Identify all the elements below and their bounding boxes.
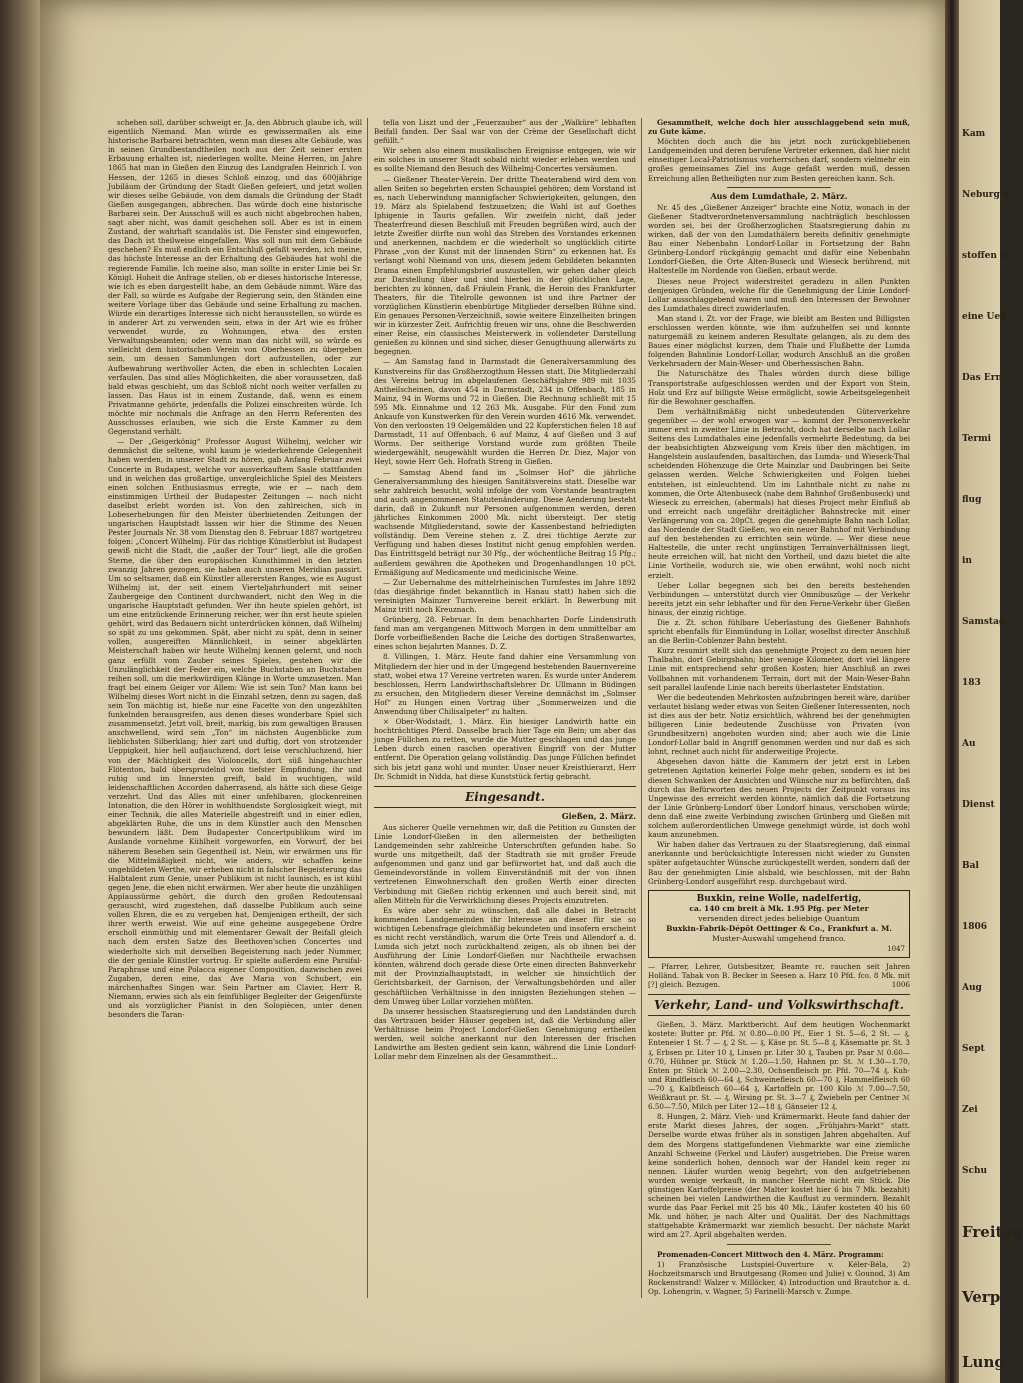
adjacent-page-fragment: Das Ern (962, 373, 1002, 383)
ad-line: Buxkin-Fabrik-Dépôt Oettinger & Co., Frankfurt a. M. (666, 923, 892, 933)
adjacent-page-fragment: Neburg d (962, 190, 1010, 200)
article-paragraph: Nr. 45 des „Gießener Anzeiger“ brachte eine Notiz, wonach in der Gießener Stadtverordnetenversammlung nachträglich beschlossen worden sei, bei der Großherzoglichen Staatsregierung dahin zu wirken, daß der von den Lumdathälern bereits definitiv genehmigte Bau einer Nebenbahn Londorf-Lollar in Fortsetzung der Bahn Grünberg-Londorf rückgängig gemacht und dafür eine Nebenbahn Londorf-Gießen, die Orte Alten-Buseck und Wieseck berührend, mit Haltestelle im Nordende von Gießen, erbaut werde. (648, 202, 910, 276)
divider (727, 187, 832, 188)
article-paragraph: Wer die bedeutenden Mehrkosten aufzubringen bereit wäre, darüber verlautet bislang weder etwas von Seiten Gießener Interessenten, noch ist dies aus der betr. Notiz ersichtlich, während bei der genehmigten billigeren Linie bedeutende Zuschüsse von Privaten (von Grundbesitzern) angeboten wurden sind; aber auch wie die Linie Londorf-Lollar bald in Angriff genommen werden und nur daß es sich lohnt, rechnet auch nicht für anderweitige Projecte. (648, 692, 910, 757)
adjacent-page-fragment: Verp (962, 1288, 1001, 1306)
article-paragraph: schehen soll, darüber schweigt er. Ja, den Abbruch glaube ich, will eigentlich Niemand. Man würde es gewissermaßen als eine historische Barbarei betrachten, wenn man dieses alte Gebäude, was in seinen Grundbestandtheilen noch aus der Zeit seiner ersten Erbauung erhalten ist, niederlegen wollte. Meine Herren, im Jahre 1865 hat man in Gießen den Einzug des Landgrafen Heinrich I. von Hessen, der 1265 in dieses Schloß einzog, und das 600jährige Jubiläum der Gründung der Stadt Gießen gefeiert, und jetzt wollen wir dieses selbe Gebäude, von dem damals die Gründung der Stadt Gießen ausgegangen, abbrechen. Das würde doch eine historische Barbarei sein. Der Ausschuß will es auch nicht abgebrochen haben, sagt aber nicht, was damit geschehen soll. Aber es ist in einem Zustand, der wahrhaft scandalös ist. Die Fenster sind eingeworfen, das Dach ist theilweise eingefallen. Was soll nun mit dem Gebäude geschehen? Es muß endlich ein Entschluß gefaßt werden, ich meine, das höchste Interesse an der Erhaltung des Gebäudes hat wohl die regierende Familie. Ich meine also, man sollte in erster Linie bei Sr. Königl. Hoheit die Anfrage stellen, ob er dieses historische Interesse, wie ich es eben dargestellt habe, an dem Gebäude nimmt. Wäre das der Fall, so würde es Aufgabe der Regierung sein, den Ständen eine weitere Vorlage über das Gebäude und seine Erhaltung zu machen. Würde ein derartiges Interesse sich nicht herausstellen, so würde es in anderer Art zu verwenden sein, etwa in der Art wie es früher verwendet wurde, zu Wohnungen, etwa des ersten Verwaltungsbeamten; oder wenn man das nicht will, so würde es vielleicht dem historischen Verein von Oberhessen zu übergeben sein, um dessen Sammlungen dort aufzustellen, oder zur Aufbewahrung werthvoller Acten, die eben in schlechten Localen verfaulen. Das sind alles Möglichkeiten, die aber voraussetzen, daß bald etwas geschieht, um das Schloß nicht noch weiter verfallen zu lassen. Das Haus ist in einem Zustande, daß, wenn es einem Privatmanne gehörte, jedenfalls die Polizei einschreiten würde. Ich möchte mir nochmals die Anfrage an den Herrn Referenten des Ausschusses erlauben, wie sich die Erste Kammer zu dem Gegenstand verhält. (108, 118, 362, 437)
adjacent-page-fragment: Bal (962, 861, 979, 871)
article-paragraph: Abgesehen davon hätte die Kammern der jetzt erst in Leben getretenen Agitation keinerlei Folge mehr geben, sondern es ist bei diesen Schwanken der Ansichten und Wünsche nur zu befürchten, daß durch das Befürworten des neuen Projects der Zeitpunkt voraus ins Ungewisse des erreicht werden könnte, nämlich daß die Fortsetzung der Linie Grünberg-Londorf über Londorf hinaus, verschoben würde; denn daß eine zweite Verbindung zwischen Grünberg und Gießen mit solchem außerordentlichen Umwege genehmigt würde, ist doch wohl kaum anzunehmen. (648, 757, 910, 840)
program-title: Promenaden-Concert Mittwoch den 4. März. Programm: (657, 1249, 884, 1259)
adjacent-page-fragment: Kam (962, 129, 986, 139)
page-gutter (945, 0, 959, 1383)
article-paragraph: Es wäre aber sehr zu wünschen, daß alle dabei in Betracht kommenden Landgemeinden ihr Interesse an dieser für sie so wichtigen Lebensfrage gleichmäßig bekundeten und insofern erscheint es nicht recht verständlich, warum die Orte Treis und Allendorf a. d. Lumda sich jetzt noch zurückhaltend zeigen, als ob ihnen bei der Ausführung der Linie Londorf-Gießen nur Nachtheile erwachsen könnten, während doch gerade diese Orte einen directen Bahnverkehr mit der Provinzialhauptstadt, in welcher sie hinsichtlich der Gerichtsbarkeit, der Garnison, der Verwaltungsbehörden und aller geschäftlichen Verhältnisse in den innigsten Beziehungen stehen — dem Umweg über Lollar vorziehen müßten. (374, 905, 636, 1006)
article-paragraph: Wir haben daher das Vertrauen zu der Staatsregierung, daß einmal anerkannte und berücksichtigte Interessen nicht wieder zu Gunsten später aufgetauchter Wünsche zurückgestellt werden, sondern daß der Bau der genehmigten Linie alsbald, wie beschlossen, mit der Bahn Grünberg-Londorf ausgeführt resp. durchgebaut wird. (648, 840, 910, 886)
adjacent-page-fragment: in (962, 556, 972, 566)
article-paragraph: tella von Liszt und der „Feuerzauber“ aus der „Walküre“ lebhaften Beifall fanden. Der Saal war von der Crème der Gesellschaft dicht gefüllt.“ (374, 118, 636, 146)
article-paragraph: Die Naturschätze des Thales würden durch diese billige Transportstraße aufgeschlossen werden und der Export von Stein, Holz und Erz auf billigste Weise ermöglicht, sowie Arbeitsgelegenheit für die Bewohner geschaffen. (648, 369, 910, 406)
adjacent-page-fragment: eine Ueb (962, 312, 1007, 322)
article-paragraph: 8. Villingen, 1. März. Heute fand dahier eine Versammlung von Mitgliedern der hier und in der Umgegend bestehenden Bauernvereine statt, wobei etwa 17 Vereine vertreten waren. Es wurde unter Anderem beschlossen, Herrn Landwirthschaftslehrer Dr. Ullmann in Büdingen zu ersuchen, den Mitgliedern dieser Vereine demnächst im „Solmser Hof“ zu Hungen einen Vortrag über „Sommerweizen und die Anwendung über Chilisalpeter“ zu halten. (374, 652, 636, 716)
article-paragraph: Aus sicherer Quelle vernehmen wir, daß die Petition zu Gunsten der Linie Londorf-Gießen in den allermeisten der betheiligten Landgemeinden sehr zahlreiche Unterschriften gefunden habe. So wurde uns mitgetheilt, daß der Stadtrath sie mit großer Freude aufgenommen und ganz und gar befürwortet hat, und daß auch die Gemeindevorstände in vollem Einverständniß mit der von ihnen vertretenen Einwohnerschaft den großen Werth einer directen Verbindung mit Gießen richtig erkennen und auch bereit sind, mit allen Mitteln für die Verwirklichung dieses Projects einzutreten. (374, 822, 636, 905)
column-1 (108, 118, 362, 1303)
verkehr-heading: Verkehr, Land- und Volkswirthschaft. (648, 994, 910, 1016)
article-paragraph: × Ober-Wodstadt, 1. März. Ein hiesiger Landwirth hatte ein hochträchtiges Pferd. Dasselbe brach hier Tage ein Bein; um aber das junge Füllchen zu retten, wurde die Mutter geschlagen und das junge Leben durch einen raschen operativen Eingriff von der Mutter entfernt. Die Operation gelang vollständig. Das junge Füllchen befindet sich bis jetzt ganz wohl und munter. Unser neuer Kreisthierarzt, Herr Dr. Schmidt in Nidda, hat diese Kunststück fertig gebracht. (374, 717, 636, 781)
article-paragraph: Möchten doch auch die bis jetzt noch zurückgebliebenen Landgemeinden und deren berufene Vertreter erkennen, daß hier nicht einseitiger Local-Patriotismus vorherrschen darf, sondern vielmehr ein großes gemeinsames Ziel ins Auge gefaßt werden muß, dessen Erreichung allen Betheiligten nur zum Besten gereichen kann. Sch. (648, 137, 910, 183)
adjacent-page-fragment: Aug (962, 983, 982, 993)
article-paragraph: — Zur Uebernahme des mittelrheinischen Turnfestes im Jahre 1892 (das diesjährige findet bekanntlich in Hanau statt) haben sich die vereinigten Mainzer Turnvereine bereit erklärt. In Bewerbung mit Mainz tritt noch Kreuznach. (374, 577, 636, 614)
ad-title: Buxkin, reine Wolle, nadelfertig, (696, 893, 862, 904)
adjacent-page-fragment: Lung (962, 1353, 1005, 1371)
market-report: Gießen, 3. März. Marktbericht. Auf dem heutigen Wochenmarkt kostete: Butter pr. Pfd. ℳ 0.80—0.00 Pf., Eier 1 St. 5—6, 2 St. — ₰, Enteneier 1 St. 7 — ₰, 2 St. — ₰, Käse pr. St. 5—8 ₰, Käsematte pr. St. 3 ₰, Erbsen pr. Liter 10 ₰, Linsen pr. Liter 30 ₰, Tauben pr. Paar ℳ 0.60—0.70, Hühner pr. Stück ℳ 1.20—1.50, Hahnen pr. St. ℳ 1.30—1.70, Enten pr. Stück ℳ 2.00—2.30, Ochsenfleisch pr. Pfd. 70—74 ₰, Kuh- und Rindfleisch 60—64 ₰, Schweinefleisch 60—70 ₰, Hammelfleisch 60—70 ₰, Kalbfleisch 60—64 ₰, Kartoffeln pr. 100 Kilo ℳ 7.00—7.50, Weißkraut pr. St. — ₰, Wirsing pr. St. 3—7 ₰, Zwiebeln per Centner ℳ 6.50—7.50, Milch per Liter 12—18 ₰, Gänseier 12 ₰. (648, 1020, 910, 1112)
adjacent-page-fragment: Sept (962, 1044, 985, 1054)
ad-line: Muster-Auswahl umgehend franco. (712, 933, 846, 943)
lumdathal-heading: Aus dem Lumdathale, 2. März. (710, 190, 848, 201)
adjacent-page-fragment: flug (962, 495, 982, 505)
article-paragraph: Wir sehen also einem musikalischen Ereignisse entgegen, wie wir ein solches in unserer Stadt sobald nicht wieder erleben werden und es sollte Niemand den Besuch des Wilhelmj-Concertes versäumen. (374, 146, 636, 174)
article-paragraph: Ueber Lollar begegnen sich bei den bereits bestehenden Verbindungen — unterstützt durch vier Omnibuszüge — der Verkehr bereits jetzt ein sehr lebhafter und für den Ferne-Verkehr über Gießen hinaus, der einzig richtige. (648, 580, 910, 617)
ad-line: versenden direct jedes beliebige Quantum (698, 913, 860, 923)
adjacent-page-fragment: Au (962, 739, 976, 749)
ad-line: ca. 140 cm breit à Mk. 1.95 Pfg. per Meter (689, 903, 869, 913)
market-report: 8. Hungen, 2. März. Vieh- und Krämermarkt. Heute fand dahier der erste Markt dieses Jahres, der sogen. „Frühjahrs-Markt“ statt. Derselbe wurde etwas früher als in sonstigen Jahren abgehalten. Auf dem des Morgens stattgefundenen Viehmarkte war eine ziemliche Anzahl Schweine (Ferkel und Läufer) ausgetrieben. Die Preise waren keine sonderlich hohen, dennoch war der Handel kein reger zu nennen. Läufer wurden wenig begehrt; von den aufgetriebenen wurden wenige verkauft, in mancher Heerde nicht ein Stück. Die günstigen Kartoffelpreise (der Malter kostet hier 6 bis 7 Mk. bezahlt) scheinen bei vielen Landwirthen die Kauflust zu vermindern. Bezahlt wurde das Paar Ferkel mit 25 bis 40 Mk., Läufer kosteten 40 bis 60 Mk. und höher, je nach Alter und Qualität. Der des Nachmittags stattgehabte Krämermarkt war ziemlich besucht. Der nächste Markt wird am 27. April abgehalten werden. (648, 1112, 910, 1240)
column-rule (641, 118, 642, 1298)
article-paragraph: Grünberg, 28. Februar. In dem benachbarten Dorfe Lindenstruth fand man am vergangenen Mittwoch Morgen in dem unmittelbar am Dorfe vorbeifließenden Bache die Leiche des dortigen Straßenwartes, eines schon bejahrten Mannes. D. Z. (374, 615, 636, 652)
article-paragraph: Dem verhältnißmäßig nicht unbedeutenden Güterverkehre gegenüber — der wohl erwogen war — kommt der Personenverkehr immer erst in zweiter Linie in Betracht, doch hat derselbe nach Lollar Seitens des Lumdathales eine jedenfalls vermehrte Bedeutung, da bei der beabsichtigten Abzweigung vom Kreis über den mächtigen, im Hangelstein auslaufenden, basaltischen, das Lumda- und Wieseck-Thal scheidenden Höhenzuge die Orte Mainzlar und Daubringen bei Seite gelassen werden. Welche Schwierigkeiten und Folgen hiebei entstehen, ist einleuchtend. Um im Lahnthale nicht zu nahe zu kommen, die Orte Altenbuseck (nahe dem Bahnhof Großenbuseck) und Wieseck zu erreichen, (abermals) hat dieses Project mehr Einfluß ab und erreicht nach ungefähr dreitäglicher Bahnstrecke mit einer Verlängerung von ca. 20pCt. gegen die genehmigte Bahn nach Lollar, das Nordende der Stadt Gießen, wo ein neuer Bahnhof mit Verbindung auf den bestehenden zu errichten sein würde. — Wer diese neue Haltestelle, die unter recht ungünstigen Terrainverhältnissen liegt, heute erreichen will, hat nicht den Vortheil, und dazu bietet die alte Linie Vortheile, wodurch sie, wie oben erwähnt, wohl noch nicht erzielt. (648, 406, 910, 580)
adjacent-page-fragment: Freitag (962, 1223, 1023, 1241)
adjacent-page-fragment: Dienst (962, 800, 995, 810)
ad-text: — Pfarrer, Lehrer, Gutsbesitzer, Beamte rc. rauchen seit Jahren Holländ. Tabak von B. Becker in Seesen a. Harz 10 Pfd. fco. 8 Mk. mit [?] gleich. Bezugen. (648, 961, 910, 990)
ad-number: 1006 (891, 980, 910, 990)
adjacent-page-fragment: 1806 (962, 922, 988, 932)
eingesandt-dateline: Gießen, 2. März. (561, 810, 636, 821)
column-2 (374, 118, 636, 1303)
eingesandt-heading: Eingesandt. (374, 786, 636, 808)
program-text: 1) Französische Lustspiel-Ouverture v. Kéler-Béla, 2) Hochzeitsmarsch und Brautgesang (Romeo und Julie) v. Gounod, 3) Am Rockenstrand! Walzer v. Millöcker, 4) Introduction und Brautchor a. d. Op. Lohengrin, v. Wagner, 5) Farinelli-Marsch v. Zumpe. (648, 1259, 910, 1296)
wool-advertisement (648, 890, 910, 958)
column-rule (367, 118, 368, 1298)
adjacent-page-fragment: Schu (962, 1166, 988, 1176)
article-paragraph: Gesammtheit, welche doch hier ausschlaggebend sein muß, zu Gute käme. (648, 118, 910, 137)
concert-program (648, 1250, 910, 1296)
adjacent-page-fragment: Zei (962, 1105, 978, 1115)
article-paragraph: Dieses neue Project widerstreitet geradezu in allen Punkten denjenigen Gründen, welche für die Genehmigung der Linie Londorf-Lollar ausschlaggebend waren und muß den Interessen der Bewohner des Lumdathales direct zuwiderlaufen. (648, 276, 910, 313)
adjacent-page-fragment: Termi (962, 434, 992, 444)
article-paragraph: Kurz resumirt stellt sich das genehmigte Project zu dem neuen hier Thalbahn, dort Gebirgsbahn; hier wenige Kilometer, dort viel längere Linie mit entsprechend sehr großen Kosten; hier Anschluß an zwei Vollbahnen mit vorhandenem Terrain, dort mit der Main-Weser-Bahn seit parallel laufende Linie nach bereits überlasteter Endstation. (648, 646, 910, 692)
article-paragraph: Man stand i. Zt. vor der Frage, wie bleibt am Besten und Billigsten erschlossen werden könnte, wie ihm aufzuhelfen sei und konnte naturgemäß zu keinem anderen Resultate gelangen, als zu dem des Baues einer möglichst kurzen, dem Thale und Flußbette der Lumda folgenden Bahnlinie Londorf-Lollar, wodurch Anschluß an die großen Verkehrsadern der Main-Weser- und Oberhessischen Bahn. (648, 313, 910, 369)
adjacent-page-fragment: 183 (962, 678, 981, 688)
article-paragraph: — Der „Geigerkönig“ Professor August Wilhelmj, welcher wir demnächst die seltene, wohl kaum je wiederkehrende Gelegenheit haben werden, in unserer Stadt zu hören, gab Anfang Februar zwei Concerte in Budapest, welche vor ausverkauftem Saale stattfanden und in welchen das großartige, unvergleichliche Spiel des Meisters einen solchen Enthusiasmus erregte, wie er — nach dem einstimmigen Urtheil der Budapester Zeitungen — noch nicht daselbst erlebt worden ist. Von den zahlreichen, sich in Lobeserhebungen für den Meister überbietenden Zeitungen der ungarischen Hauptstadt lassen wir hier die Stimme des Neuen Pester Journals Nr. 38 vom Dienstag den 8. Februar 1887 wortgetreu folgen: „Concert Wilhelmj. Für das richtige Künstlerblut ist Budapest gewiß nicht die Stadt, die „außer der Tour“ liegt, alle die großen Sterne, die über den europäischen Kunsthimmel in den letzten zwanzig Jahren gezogen, sie haben auch unseren Meridian passirt. Um so seltsamer, daß ein Künstler allerersten Ranges, wie es August Wilhelmj ist, der seit einem Vierteljahrhundert mit seiner Zaubergeige den Continent durchwandert, nicht den Weg in die ungarische Hauptstadt gefunden. Wer ihn heute spielen gehört, ist um eine entzückende Erinnerung reicher, wer ihn erst heute spielen gehört, wird das Bedauern nicht unterdrücken können, daß Wilhelmj so spät zu uns gekommen. Spät, aber nicht zu spät, denn in seiner vollen, ausgereiften Männlichkeit, in seiner abgeklärten Meisterschaft haben wir heute Wilhelmj kennen gelernt, und noch ganz erfüllt vom Zauber seines Spieles, gestehen wir die Unzulänglichkeit der Feder ein, welche Buchstaben an Buchstaben reihen soll, um die merkwürdigen Klänge in Worte umzusetzen. Man fragt bei einem Geiger vor Allem: Wie ist sein Ton? Man kann bei Wilhelmj dieses Wort nicht in die Einzahl setzen, denn zu sagen, daß sein Ton mächtig ist, hieße nur eine Facette von den ungezählten funkelnden herausgreifen, aus denen dieses wunderbare Spiel sich zusammensetzt. Jetzt voll, breit, markig, bis zum gewaltigen Brausen anschwellend, wird sein „Ton“ im nächsten Augenblicke zum lieblichsten Silberklang; hier zart und duftig, dort von strotzender Ueppigkeit, hier hell aufjauchzend, dort leise verschluchzend, hier von der Mächtigkeit des Violoncells, dort süß hingehauchter Flötenton, bald übersprudelnd von tiefster Empfindung, ihr und ruhig und im Innersten greift, bald in wuchtigen, wild leidenschaftlichen Accorden daherrasend, als hätte sich diese Geige verzehrt. Und das Alles mit einer unfehlbaren, glockenreinen Intonation, die den Hörer in wohlthuendste Sorglosigkeit wiegt, mit einer Technik, die alles Materielle abgestreift und in einer edlen, abgeklärten Ruhe, die uns in dem Künstler auch den Menschen bewundern läßt. Dem Budapester Concertpublikum wird im Auslande vornehme Kühlheit vorgeworfen, ein Vorwurf, der bei näherem Besehen sein Gegentheil ist. Nein, wir erwärmen uns für die Mittelmäßigkeit nicht, wie anders, wir schaffen keine ungebildeten Werthe, wir erheben nicht in falscher Begeisterung das Halbtalent zum Genie, unser Publikum ist nicht launisch, es ist kühl gegen Jene, die eben nicht erwärmen. Wer aber heute die unzähligen Applaussürme gehört, die durch den großen Redoutensaal gerauscht, wird zugestehen, daß dasselbe Publikum auch seine vollen Ehren, die es zu vergeben hat, Demjenigen ertheilt, der sich ihrer werth erweist. Wie auf eine geheime ausgegebene Ordre erscholl einmüthig und mit elementarer Gewalt der Beifall gleich nach dem ersten Satze des Beethoven'schen Concertes und wiederholte sich mit derselben Begeisterung nach jeder Nummer, die der geniale Künstler vortrug. Er spielte außerdem eine Parsifal-Paraphrase und eine Polacca eigener Composition, dazwischen zwei Zugaben, deren eine, das Ave Maria von Schubert, ein märchenhaftes Singen war. Sein Partner am Clavier, Herr R. Niemann, erwies sich als ein feinfühliger Begleiter der Geigenfürste und als vorzüglicher Pianist in den Solopiècen, unter denen besonders die Taran- (108, 437, 362, 1020)
article-paragraph: — Am Samstag fand in Darmstadt die Generalversammlung des Kunstvereins für das Großherzogthum Hessen statt. Die Mitgliederzahl des Vereins betrug im abgelaufenen Geschäftsjahre 989 mit 1035 Antheilscheinen, davon 454 in Darmstadt, 234 in Offenbach, 185 in Mainz, 94 in Worms und 72 in Gießen. Die Rechnung schließt mit 15 595 Mk. Einnahme und 12 263 Mk. Ausgabe. Für den Fond zum Ankaufe von Kunstwerken für den Verein wurden 4616 Mk. verwendet. Von den verloosten 19 Oelgemälden und 22 Kupferstichen fielen 18 auf Darmstadt, 11 auf Offenbach, 6 auf Mainz, 4 auf Gießen und 3 auf Worms. Der seitherige Vorstand wurde zum größten Theile wiedergewählt, neugewählt wurden die Herren Dr. Diez, Major von Heyl, sowie Herr Geh. Hofrath Streng in Gießen. (374, 357, 636, 467)
article-paragraph: — Samstag Abend fand im „Solmser Hof“ die jährliche Generalversammlung des hiesigen Sanitätsvereins statt. Dieselbe war sehr zahlreich besucht, wohl infolge der vom Vorstande beantragten und auch angenommenen Statutenänderung. Diese Aenderung besteht darin, daß in Zukunft nur Personen aufgenommen werden, deren jährliches Einkommen 2000 Mk. nicht übersteigt. Der stetig wachsende Mitgliederstand, sowie der Kassenbestand befriedigten vollständig. Dem Vereine stehen z. Z. drei tüchtige Aerzte zur Verfügung und haben dieses Institut nicht genug empfohlen werden. Das Eintrittsgeld beträgt nur 30 Pfg., der wöchentliche Beitrag 15 Pfg.; außerdem gewähren die Apotheken und Drogenhandlungen 10 pCt. Ermäßigung auf Medicamente und medicinische Weine. (374, 467, 636, 577)
tobacco-advertisement (648, 962, 910, 990)
article-paragraph: Die z. Zt. schon fühlbare Ueberlastung des Gießener Bahnhofs spricht ebenfalls für Einmündung in Lollar, woselbst directer Anschluß an die Berlin-Coblenzer Bahn besteht. (648, 617, 910, 646)
column-3 (648, 118, 910, 1303)
adjacent-page-fragment: Samstag (962, 617, 1006, 627)
adjacent-page-edge (959, 0, 1023, 1383)
article-paragraph: — Gießener Theater-Verein. Der dritte Theaterabend wird dem von allen Seiten so begehrten ersten Schauspiel gehören; dem Vorstand ist es, nach Ueberwindung mannigfacher Schwierigkeiten, gelungen, den 19. März als Spielabend festzusetzen; die Wahl ist auf Goethes Iphigenie in Tauris gefallen. Wir zweifeln nicht, daß jeder Theaterfreund diesen Beschluß mit Freuden begrüßen wird, auch der letzte Zweifler dürfte nun wohl das Streben des Vorstandes erkennen und anerkennen, nachdem er die wiederholt so unglücklich citirte Phrase „von der Kunst mit der linnenden Stirn“ zu erkennen hat. Es verlangt wohl Niemand von uns, diesem jedem Gebildeten bekannten Drama einen Empfehlungsbrief auszustellen, wir gehen daher gleich zur Darstellung über und sind hierbei in der glücklichen Lage, berichten zu können, daß Fräulein Frank, die Heroin des Frankfurter Theaters, für die Titelrolle gewonnen ist und ihre Partner der vorzüglichen Künstlerin ebenbürtige Mitglieder derselben Bühne sind. Ein genaues Personen-Verzeichniß, sowie weitere Einzelheiten bringen wir in kürzester Zeit. Aufrichtig freuen wir uns, ohne die Beschwerden einer Reise, ein classisches Meisterwerk in vollendeter Darstellung genießen zu können und sind sicher, dieser Genugthuung allerwärts zu begegnen. (374, 174, 636, 357)
adjacent-page-fragment: stoffen d (962, 251, 1007, 261)
article-paragraph: Da unserer hessischen Staatsregierung und den Landständen durch das Vertrauen beider Häuser gegeben ist, daß die Verbindung aller Verhältnisse beim Project Londorf-Gießen Genehmigung ertheilen werden, weil solche anerkannt nur den Interessen der frischen Landwirthe am Besten gedient sein kann, während die Linie Londorf-Lollar mehr dem Einzelnen als der Gesammtheit... (374, 1006, 636, 1062)
ad-number: 1047 (887, 944, 905, 953)
divider (727, 1244, 832, 1245)
